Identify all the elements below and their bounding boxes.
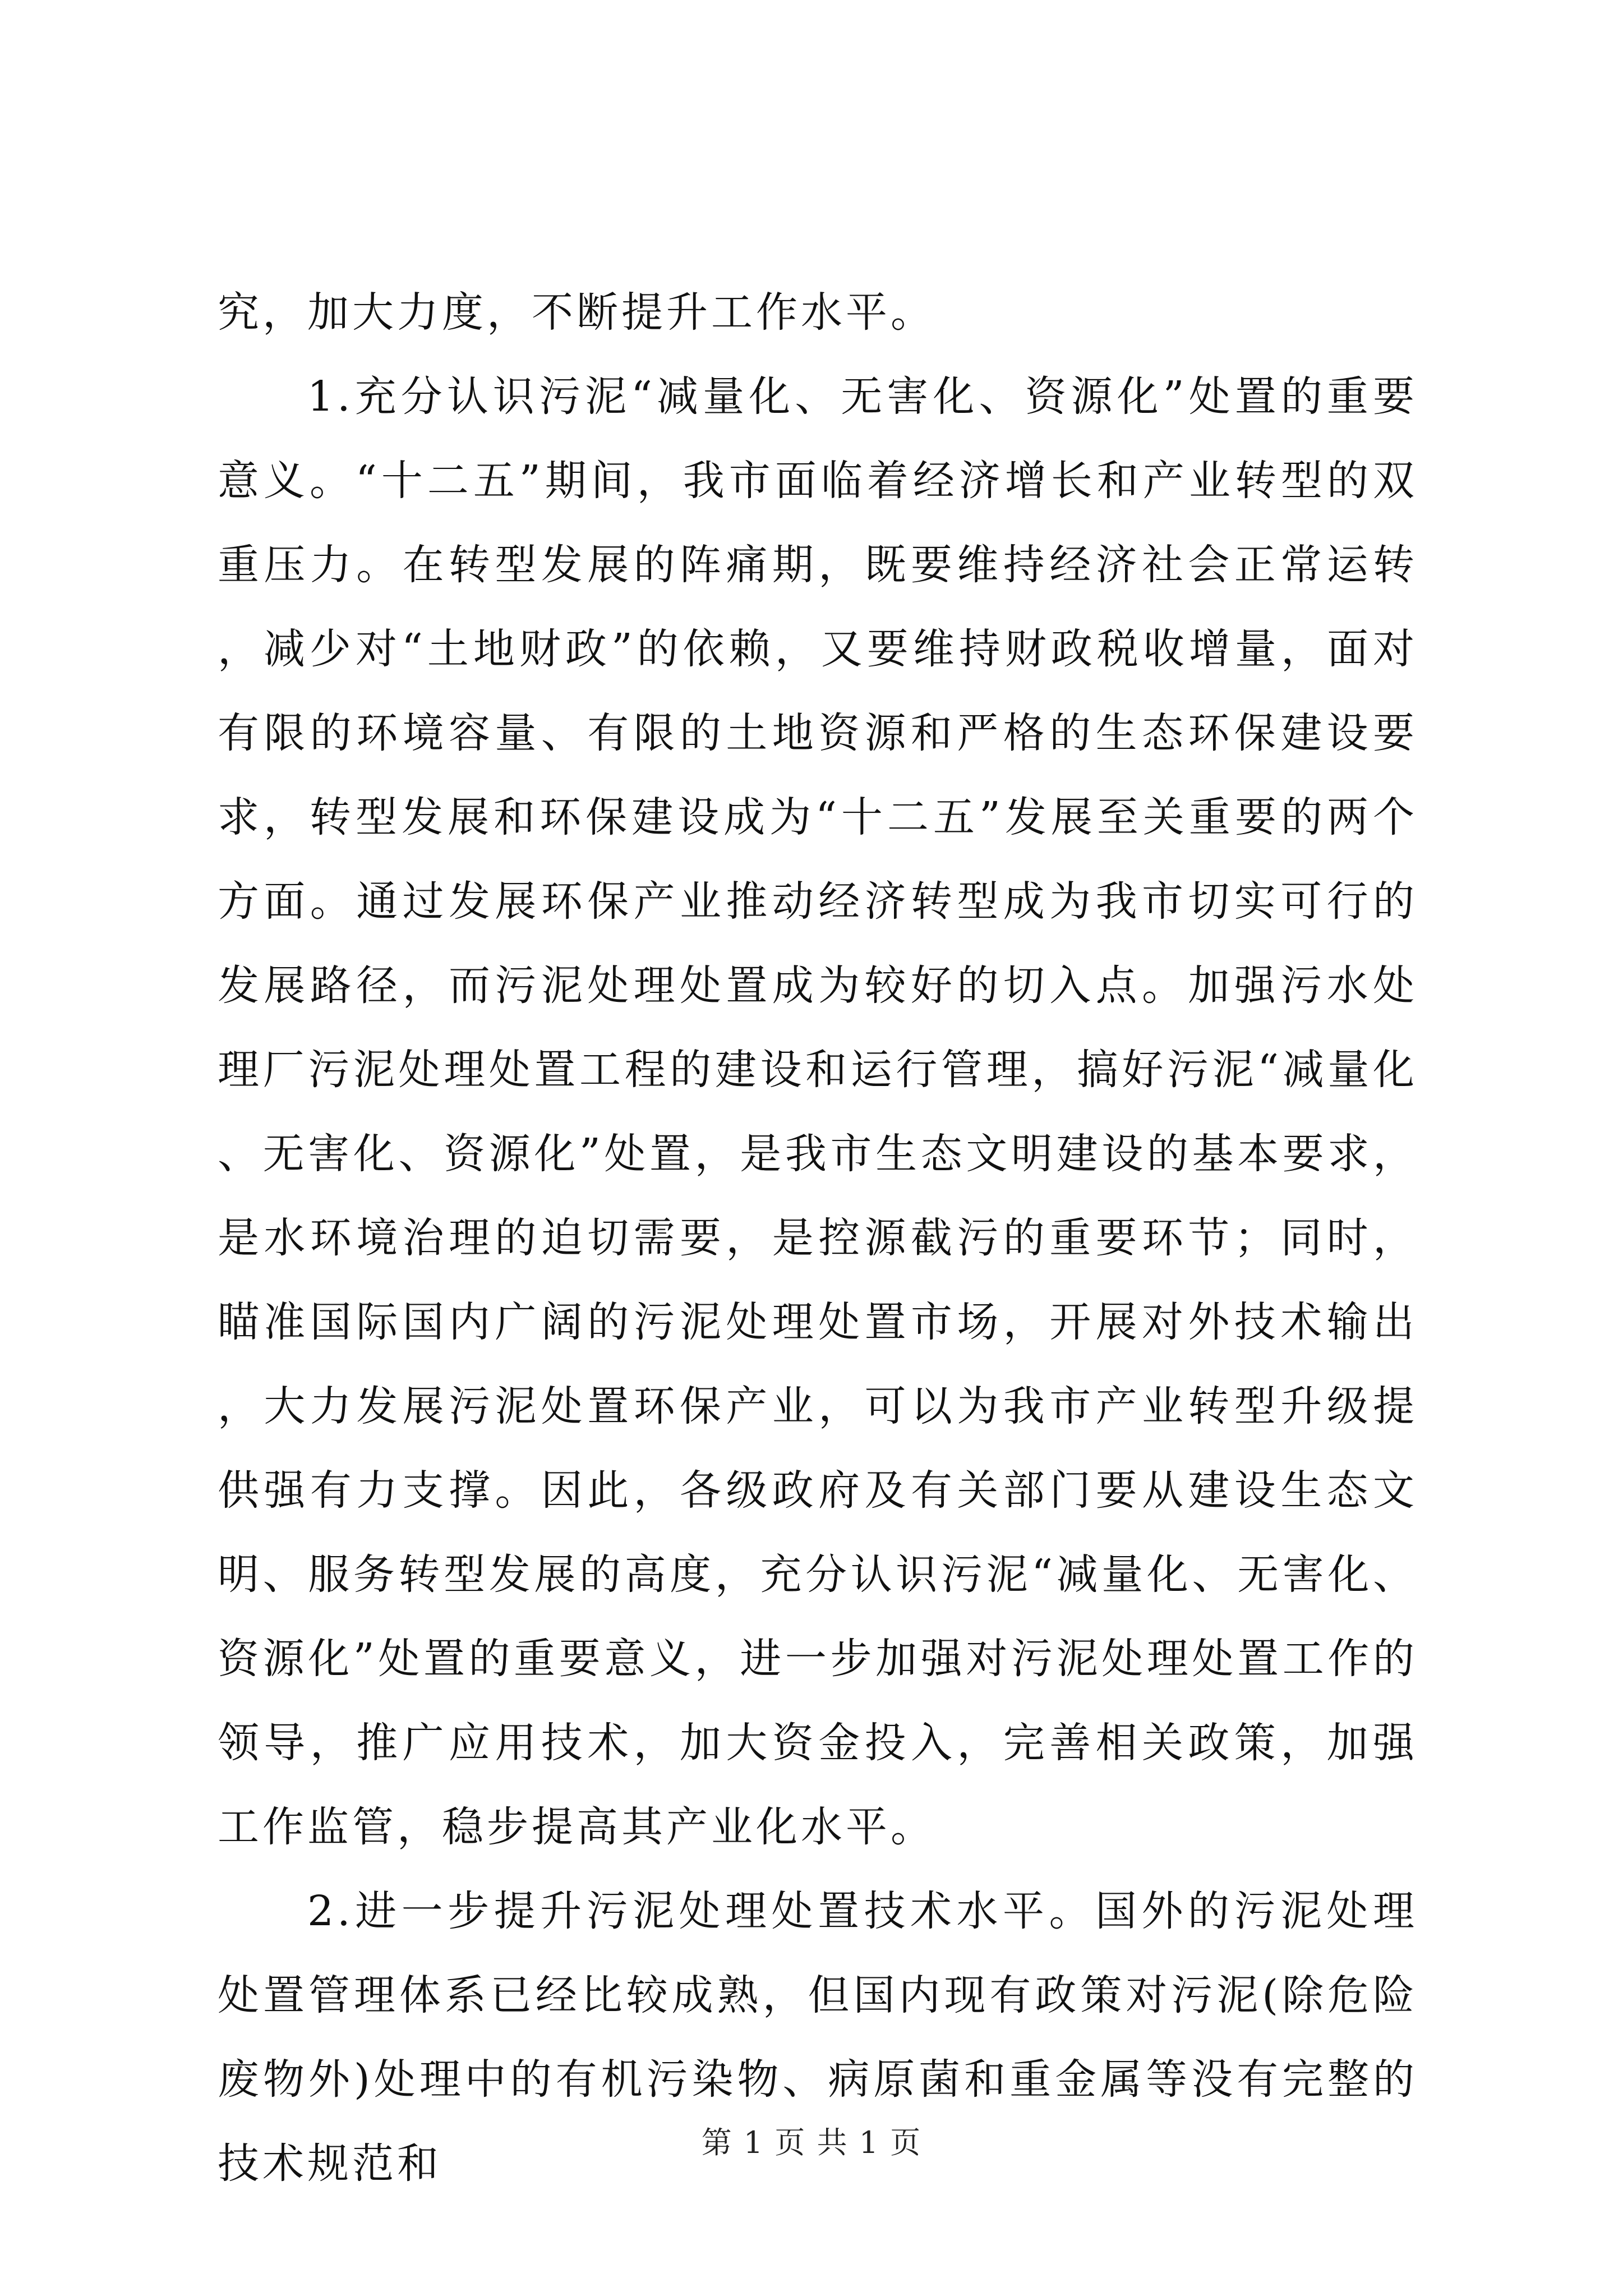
document-body xyxy=(218,270,1418,2206)
paragraph-continuation: 究，加大力度，不断提升工作水平。 xyxy=(218,288,935,337)
paragraph-section-2: 2.进一步提升污泥处理处置技术水平。国外的污泥处理处置管理体系已经比较成熟，但国内现有政策对污泥(除危险废物外)处理中的有机污染物、病原菌和重金属等没有完整的技术规范和 xyxy=(218,1887,1418,2188)
paragraph-section-1: 1.充分认识污泥“减量化、无害化、资源化”处置的重要意义。“十二五”期间，我市面临着经济增长和产业转型的双重压力。在转型发展的阵痛期，既要维持经济社会正常运转，减少对“土地财政”的依赖，又要维持财政税收增量，面对有限的环境容量、有限的土地资源和严格的生态环保建设要求，转型发展和环保建设成为“十二五”发展至关重要的两个方面。通过发展环保产业推动经济转型成为我市切实可行的发展路径，而污泥处理处置成为较好的切入点。加强污水处理厂污泥处理处置工程的建设和运行管理，搞好污泥“减量化、无害化、资源化”处置，是我市生态文明建设的基本要求，是水环境治理的迫切需要，是控源截污的重要环节；同时，瞄准国际国内广阔的污泥处理处置市场，开展对外技术输出，大力发展污泥处置环保产业，可以为我市产业转型升级提供强有力支撑。因此，各级政府及有关部门要从建设生态文明、服务转型发展的高度，充分认识污泥“减量化、无害化、资源化”处置的重要意义，进一步加强对污泥处理处置工作的领导，推广应用技术，加大资金投入，完善相关政策，加强工作监管，稳步提高其产业化水平。 xyxy=(218,372,1418,1851)
page-footer: 第 1 页 共 1 页 xyxy=(701,2125,922,2160)
